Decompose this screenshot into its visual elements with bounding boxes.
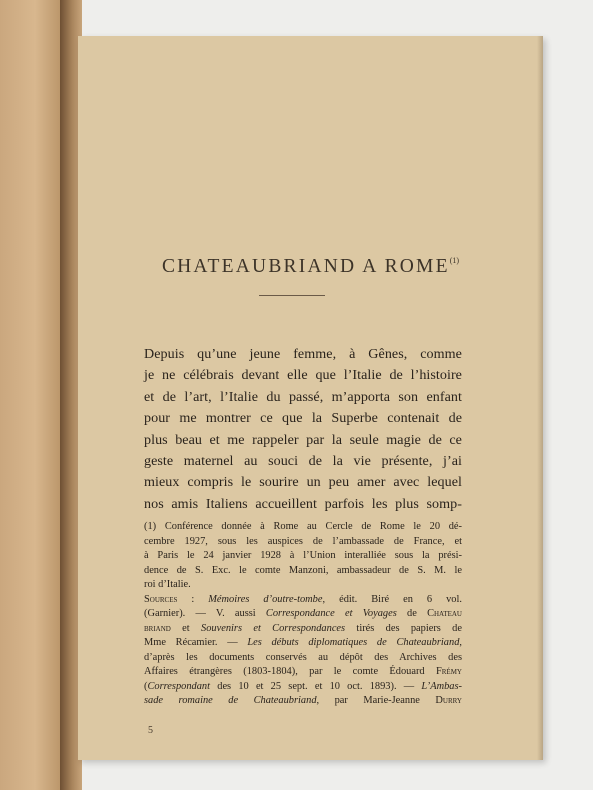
body-paragraph	[144, 344, 462, 515]
body-line: mieux compris le sourire un peu amer avec lequel	[144, 474, 462, 491]
work-title: Mémoires d’outre-tombe	[208, 593, 323, 605]
sources-line	[144, 680, 462, 695]
footnote-line: (1) Conférence donnée à Rome au Cercle de Rome le 20 dé-	[144, 521, 462, 532]
chapter-title-text: CHATEAUBRIAND A ROME	[161, 256, 450, 277]
sources-text: Affaires étrangères (1803-1804), par le comte Édouard	[144, 666, 436, 677]
sources-text: , édit. Biré en 6 vol.	[322, 593, 462, 605]
sources-line	[144, 607, 462, 622]
sources-line	[144, 694, 462, 709]
page-edge-shadow	[537, 36, 543, 760]
sources-text: et	[170, 622, 202, 634]
sources-text: , par Marie-Jeanne	[316, 695, 436, 706]
sources-text: :	[177, 593, 209, 605]
page-number: 5	[148, 725, 153, 736]
body-line: nos amis Italiens accueillent parfois les plus somp-	[144, 495, 462, 512]
body-line: Depuis qu’une jeune femme, à Gênes, comme	[144, 346, 462, 362]
sources-text: ,	[459, 637, 462, 648]
work-title: L’Ambas-	[421, 680, 462, 692]
sources-text: Mme Récamier. —	[144, 637, 248, 648]
work-title: Les débuts diplomatiques de Chateaubriand	[247, 637, 460, 648]
body-line: geste maternel au souci de la vie présente, j’ai	[144, 453, 462, 470]
footnote-line: cembre 1927, sous les auspices de l’ambassade de France, et	[144, 535, 462, 547]
author-name: Durry	[435, 695, 462, 706]
body-line: je ne célébrais devant elle que l’Italie de l’histoire	[144, 367, 462, 384]
sources-label: Sources	[144, 593, 178, 605]
author-name: Frémy	[435, 666, 462, 677]
body-line: pour me montrer ce que la Superbe contenait de	[144, 410, 462, 427]
body-line: plus beau et me rappeler par la seule magie de ce	[144, 431, 462, 448]
footnote	[144, 520, 462, 709]
sources-text: (Garnier). — V. aussi	[144, 608, 266, 619]
sources-line: d’après les documents conservés au dépôt des Archives des	[144, 651, 462, 663]
book-page	[78, 36, 543, 760]
sources-line	[144, 593, 462, 608]
author-name: briand	[144, 622, 171, 634]
work-title: Souvenirs et Correspondances	[201, 622, 346, 634]
sources-line	[144, 622, 462, 637]
sources-line	[144, 665, 462, 680]
sources-text: tirés des papiers de	[345, 622, 462, 634]
title-underline	[259, 295, 325, 296]
sources-line	[144, 636, 462, 651]
author-name: Chateau	[427, 608, 462, 619]
work-title: Correspondant	[147, 680, 211, 692]
title-note-marker: (1)	[449, 256, 460, 265]
footnote-line: roi d’Italie.	[144, 579, 191, 590]
chapter-title	[78, 256, 543, 278]
work-title: sade romaine de Chateaubriand	[144, 695, 317, 706]
sources-text: de	[396, 608, 428, 619]
footnote-line: à Paris le 24 janvier 1928 à l’Union interalliée sous la prési-	[144, 550, 462, 561]
body-line: et de l’art, l’Italie du passé, m’apporta son enfant	[144, 388, 462, 405]
work-title: Correspondance et Voyages	[265, 608, 397, 619]
sources-text: (	[144, 680, 148, 692]
sources-text: des 10 et 25 sept. et 10 oct. 1893). —	[210, 680, 422, 692]
footnote-line: dence de S. Exc. le comte Manzoni, ambassadeur de S. M. le	[144, 564, 462, 576]
